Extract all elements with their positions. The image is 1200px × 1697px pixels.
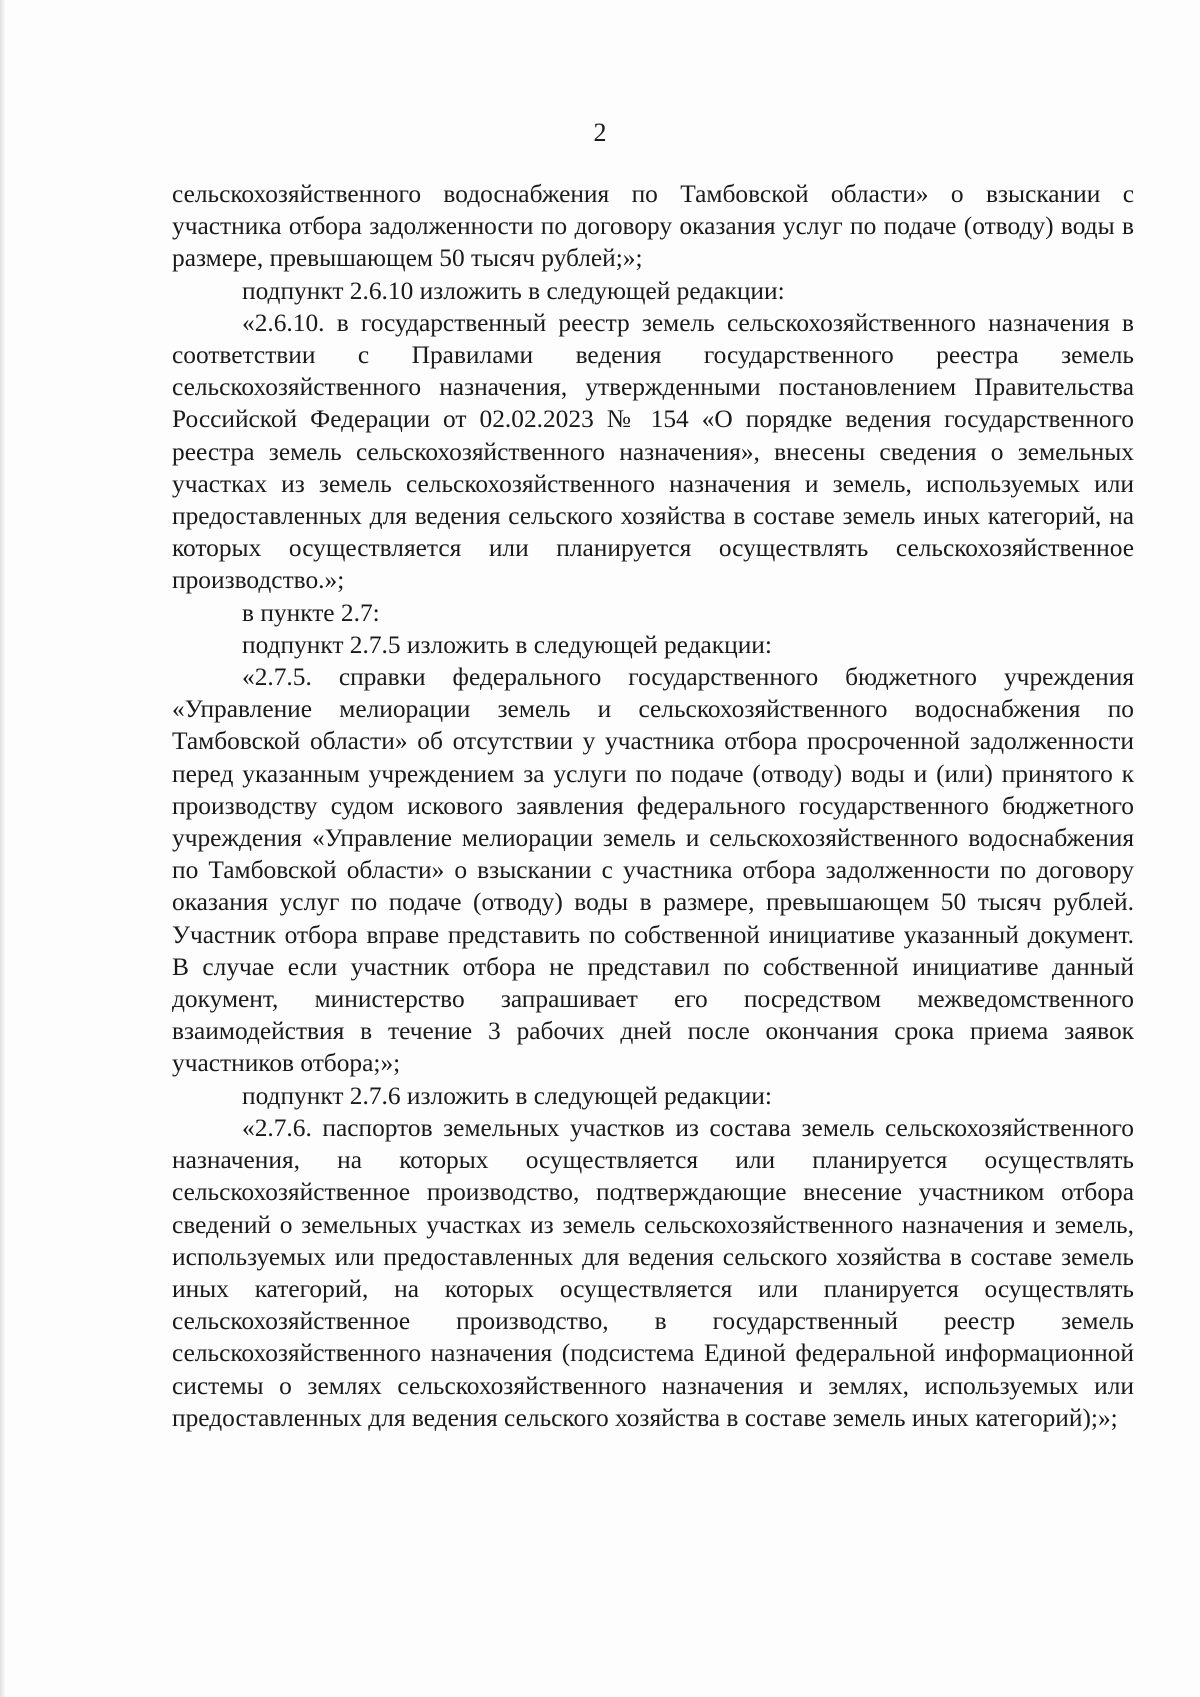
paragraph-subclause-2-7-6-intro: подпункт 2.7.6 изложить в следующей редакции:: [242, 1081, 772, 1110]
paragraph-continuation: сельскохозяйственного водоснабжения по Тамбовской области» о взыскании с участника отбора задолженности по договору оказания услуг по подаче (отводу) воды в размере, превышающем 50 тысяч рублей;»;: [172, 180, 1134, 273]
paragraph-subclause-2-6-10-intro: подпункт 2.6.10 изложить в следующей редакции:: [242, 276, 785, 305]
paragraph-subclause-2-7-5-intro: подпункт 2.7.5 изложить в следующей редакции:: [242, 630, 772, 659]
paragraph-subclause-2-6-10-text: «2.6.10. в государственный реестр земель сельскохозяйственного назначения в соответствии с Правилами ведения государственного реестра земель сельскохозяйственного назначения, утвержденными постановлением Правительства Российской Федерации от 02.02.2023 № 154 «О порядке ведения государственного реестра земель сельскохозяйственного назначения», внесены сведения о земельных участках из земель сельскохозяйственного назначения и земель, используемых или предоставленных для ведения сельского хозяйства в составе земель иных категорий, на которых осуществляется или планируется осуществлять сельскохозяйственное производство.»;: [172, 308, 1134, 595]
page-number: 2: [593, 118, 607, 147]
paragraph-subclause-2-7-5-text: «2.7.5. справки федерального государственного бюджетного учреждения «Управление мелиорации земель и сельскохозяйственного водоснабжения по Тамбовской области» об отсутствии у участника отбора просроченной задолженности перед указанным учреждением за услуги по подаче (отводу) воды и (или) принятого к производству судом искового заявления федерального государственного бюджетного учреждения «Управление мелиорации земель и сельскохозяйственного водоснабжения по Тамбовской области» о взыскании с участника отбора задолженности по договору оказания услуг по подаче (отводу) воды в размере, превышающем 50 тысяч рублей. Участник отбора вправе представить по собственной инициативе указанный документ. В случае если участник отбора не представил по собственной инициативе данный документ, министерство запрашивает его посредством межведомственного взаимодействия в течение 3 рабочих дней после окончания срока приема заявок участников отбора;»;: [172, 663, 1134, 1078]
paragraph-subclause-2-7-6-text: «2.7.6. паспортов земельных участков из состава земель сельскохозяйственного назначения, на которых осуществляется или планируется осуществлять сельскохозяйственное производство, подтверждающие внесение участником отбора сведений о земельных участках из земель сельскохозяйственного назначения и земель, используемых или предоставленных для ведения сельского хозяйства в составе земель иных категорий, на которых осуществляется или планируется осуществлять сельскохозяйственное производство, в государственный реестр земель сельскохозяйственного назначения (подсистема Единой федеральной информационной системы о землях сельскохозяйственного назначения и землях, используемых или предоставленных для ведения сельского хозяйства в составе земель иных категорий);»;: [172, 1113, 1134, 1432]
scan-edge-shadow: [0, 0, 6, 1697]
document-body: [172, 178, 1134, 1434]
paragraph-clause-2-7-intro: в пункте 2.7:: [242, 598, 380, 627]
